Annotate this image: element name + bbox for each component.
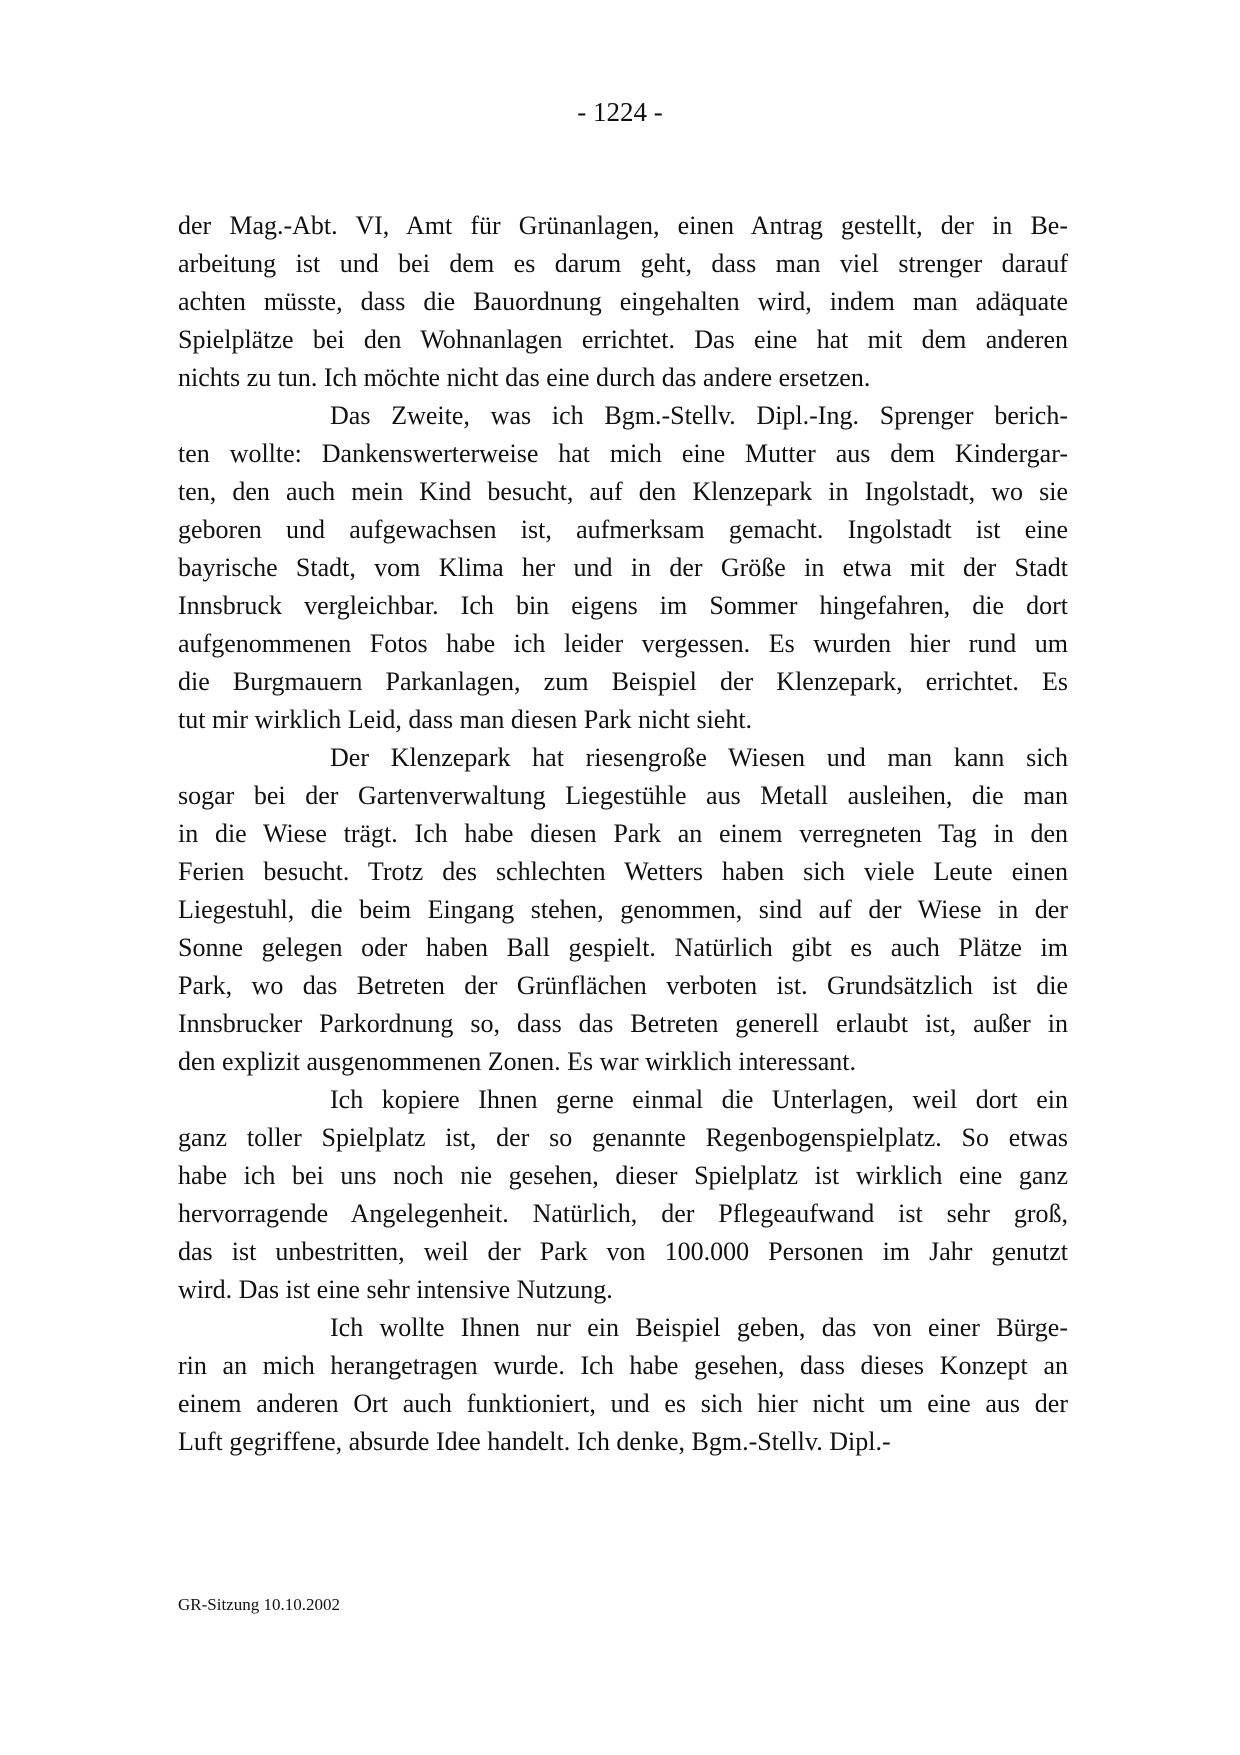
paragraph-3 [178, 739, 1068, 1081]
text-line: Ich kopiere Ihnen gerne einmal die Unterlagen, weil dort ein [330, 1085, 1068, 1114]
text-line: bayrische Stadt, vom Klima her und in der Größe in etwa mit der Stadt [178, 553, 1068, 582]
paragraph-1 [178, 207, 1068, 397]
text-line: ganz toller Spielplatz ist, der so genannte Regenbogenspielplatz. So etwas [178, 1123, 1068, 1152]
footer-session-date: GR-Sitzung 10.10.2002 [178, 1595, 340, 1614]
text-line: arbeitung ist und bei dem es darum geht, dass man viel strenger darauf [178, 249, 1068, 278]
text-line: aufgenommenen Fotos habe ich leider vergessen. Es wurden hier rund um [178, 629, 1068, 658]
text-line: Liegestuhl, die beim Eingang stehen, genommen, sind auf der Wiese in der [178, 895, 1068, 924]
text-line: nichts zu tun. Ich möchte nicht das eine durch das andere ersetzen. [178, 363, 871, 392]
text-line: den explizit ausgenommenen Zonen. Es war wirklich interessant. [178, 1047, 856, 1076]
text-line: wird. Das ist eine sehr intensive Nutzung. [178, 1275, 613, 1304]
text-line: Park, wo das Betreten der Grünflächen verboten ist. Grundsätzlich ist die [178, 971, 1068, 1000]
text-line: Ich wollte Ihnen nur ein Beispiel geben, das von einer Bürge- [330, 1313, 1068, 1342]
text-line: tut mir wirklich Leid, dass man diesen Park nicht sieht. [178, 705, 753, 734]
text-line: geboren und aufgewachsen ist, aufmerksam gemacht. Ingolstadt ist eine [178, 515, 1068, 544]
text-line: die Burgmauern Parkanlagen, zum Beispiel der Klenzepark, errichtet. Es [178, 667, 1068, 696]
text-line: Sonne gelegen oder haben Ball gespielt. Natürlich gibt es auch Plätze im [178, 933, 1068, 962]
text-line: das ist unbestritten, weil der Park von 100.000 Personen im Jahr genutzt [178, 1237, 1068, 1266]
paragraph-5 [178, 1309, 1068, 1461]
text-line: ten wollte: Dankenswerterweise hat mich eine Mutter aus dem Kindergar- [178, 439, 1068, 468]
text-line: der Mag.-Abt. VI, Amt für Grünanlagen, einen Antrag gestellt, der in Be- [178, 211, 1068, 240]
text-line: hervorragende Angelegenheit. Natürlich, der Pflegeaufwand ist sehr groß, [178, 1199, 1068, 1228]
paragraph-2 [178, 397, 1068, 739]
body-text [178, 207, 1068, 1461]
text-line: rin an mich herangetragen wurde. Ich habe gesehen, dass dieses Konzept an [178, 1351, 1068, 1380]
text-line: achten müsste, dass die Bauordnung eingehalten wird, indem man adäquate [178, 287, 1068, 316]
text-line: in die Wiese trägt. Ich habe diesen Park an einem verregneten Tag in den [178, 819, 1068, 848]
text-line: ten, den auch mein Kind besucht, auf den Klenzepark in Ingolstadt, wo sie [178, 477, 1068, 506]
text-line: Innsbrucker Parkordnung so, dass das Betreten generell erlaubt ist, außer in [178, 1009, 1068, 1038]
text-line: Das Zweite, was ich Bgm.-Stellv. Dipl.-Ing. Sprenger berich- [330, 401, 1068, 430]
page-number: - 1224 - [577, 97, 663, 127]
paragraph-4 [178, 1081, 1068, 1309]
text-line: Luft gegriffene, absurde Idee handelt. Ich denke, Bgm.-Stellv. Dipl.- [178, 1427, 891, 1456]
text-line: sogar bei der Gartenverwaltung Liegestühle aus Metall ausleihen, die man [178, 781, 1068, 810]
text-line: Spielplätze bei den Wohnanlagen errichtet. Das eine hat mit dem anderen [178, 325, 1068, 354]
text-line: habe ich bei uns noch nie gesehen, dieser Spielplatz ist wirklich eine ganz [178, 1161, 1068, 1190]
text-line: einem anderen Ort auch funktioniert, und es sich hier nicht um eine aus der [178, 1389, 1068, 1418]
text-line: Der Klenzepark hat riesengroße Wiesen und man kann sich [330, 743, 1068, 772]
text-line: Innsbruck vergleichbar. Ich bin eigens im Sommer hingefahren, die dort [178, 591, 1068, 620]
text-line: Ferien besucht. Trotz des schlechten Wetters haben sich viele Leute einen [178, 857, 1068, 886]
